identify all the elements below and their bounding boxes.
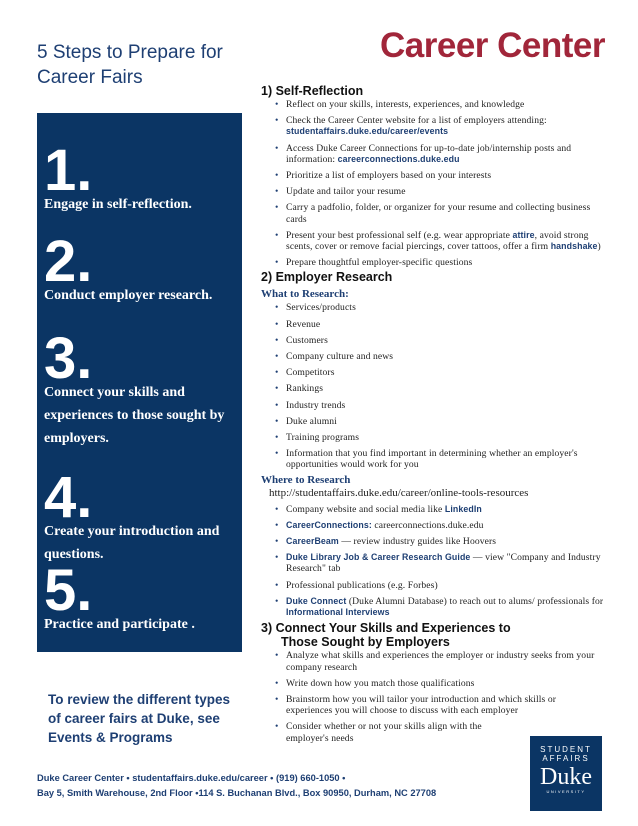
item-text: Professional publications (e.g. Forbes) [286, 579, 438, 591]
list-item [275, 552, 607, 574]
item-text: Prioritize a list of employers based on your interests [286, 170, 492, 182]
online-tools-url[interactable]: http://studentaffairs.duke.edu/career/online-tools-resources [269, 486, 529, 499]
item-text: — review industry guides like Hoovers [341, 536, 497, 548]
footer-line-1: Duke Career Center • studentaffairs.duke.edu/career • (919) 660-1050 • [37, 773, 346, 783]
item-text: (Duke Alumni Database) to reach out to alums/ professionals for [348, 595, 604, 607]
list-item [275, 536, 607, 547]
item-text: ) [597, 241, 601, 253]
library-guide-link[interactable]: Duke Library Job & Career Research Guide [286, 552, 471, 563]
handshake-link[interactable]: handshake [550, 241, 598, 252]
list-item: • Competitors [275, 367, 607, 378]
item-text: Reflect on your skills, interests, experiences, and knowledge [286, 99, 525, 110]
item-text: careerconnections.duke.edu [374, 519, 484, 531]
section-3-heading [261, 621, 607, 649]
step-4 [44, 465, 239, 566]
footer-line-2: Bay 5, Smith Warehouse, 2nd Floor •114 S. Buchanan Blvd., Box 90950, Durham, NC 27708 [37, 788, 437, 798]
step-number: 4. [44, 465, 93, 530]
step-number: 1. [44, 138, 93, 203]
section-3-heading-line-1: 3) Connect Your Skills and Experiences to [261, 621, 511, 636]
self-reflection-list [275, 99, 607, 268]
step-text: Connect your skills and experiences to those sought by employers. [44, 385, 225, 446]
item-text: Prepare thoughtful employer-specific questions [286, 257, 473, 269]
list-item [275, 99, 607, 110]
logo-line-1: STUDENT [540, 745, 592, 754]
item-text: Company website and social media like [286, 503, 443, 515]
connect-skills-list [275, 650, 595, 743]
duke-connect-link[interactable]: Duke Connect [286, 595, 347, 606]
step-text: Engage in self-reflection. [44, 197, 192, 212]
list-item [275, 520, 607, 531]
main-content [261, 84, 607, 749]
step-text: Create your introduction and questions. [44, 524, 220, 562]
section-1-heading: 1) Self-Reflection [261, 84, 364, 98]
step-1 [44, 138, 239, 216]
logo-university: UNIVERSITY [546, 789, 586, 794]
step-text: Conduct employer research. [44, 288, 213, 303]
list-item: • Duke alumni [275, 416, 607, 427]
careerbeam-link[interactable]: CareerBeam [286, 536, 339, 547]
where-to-research-heading: Where to Research [261, 473, 351, 486]
item-text: Update and tailor your resume [286, 186, 406, 198]
list-item [275, 186, 607, 197]
linkedin-link[interactable]: LinkedIn [444, 503, 482, 514]
step-5 [44, 558, 239, 636]
step-number: 3. [44, 326, 93, 391]
step-number: 2. [44, 229, 93, 294]
list-item [275, 257, 607, 268]
events-note: To review the different types of career fairs at Duke, see Events & Programs [48, 692, 231, 745]
section-2-heading: 2) Employer Research [261, 270, 393, 285]
document-title [37, 40, 267, 90]
step-2 [44, 229, 239, 307]
list-item [275, 504, 607, 515]
list-item: • Write down how you match those qualifications [275, 678, 595, 689]
what-to-research-list [275, 302, 607, 470]
list-item: • Analyze what skills and experiences the employer or industry seeks from your company research [275, 650, 595, 672]
list-item: • Brainstorm how you will tailor your introduction and which skills or experiences you will choose to discuss with each employer [275, 694, 595, 716]
step-3 [44, 326, 239, 450]
title-line-2: Career Fairs [37, 67, 143, 88]
list-item: • Industry trends [275, 400, 607, 411]
list-item [275, 115, 607, 137]
list-item: • Information that you find important in determining whether an employer's opportunities would work for you [275, 448, 607, 470]
list-item: • Rankings [275, 383, 607, 394]
step-number: 5. [44, 558, 93, 623]
item-text: Access Duke Career Connections for up-to-date job/internship posts and information: [286, 142, 572, 165]
career-center-brand: Career Center [380, 26, 605, 65]
list-item [275, 202, 607, 224]
steps-panel [37, 113, 242, 652]
footer [37, 771, 436, 801]
list-item [275, 143, 607, 165]
where-to-research-list [275, 504, 607, 619]
item-text: — view "Company and Industry Research" tab [286, 552, 601, 575]
list-item: • Company culture and news [275, 351, 607, 362]
events-link[interactable]: studentaffairs.duke.edu/career/events [286, 126, 449, 137]
item-text: Check the Career Center website for a list of employers attending: [286, 115, 547, 127]
career-connections-link[interactable]: careerconnections.duke.edu [337, 153, 460, 164]
list-item [275, 170, 607, 181]
item-text: , avoid strong scents, cover or remove facial piercings, cover tattoos, offer a firm [286, 229, 589, 253]
item-text: Carry a padfolio, folder, or organizer for your resume and collecting business cards [286, 202, 591, 225]
attire-link[interactable]: attire [512, 229, 535, 240]
section-3-heading-line-2: Those Sought by Employers [281, 635, 450, 650]
list-item: • Revenue [275, 319, 607, 330]
logo-duke: Duke [540, 764, 592, 790]
title-line-1: 5 Steps to Prepare for [37, 42, 223, 63]
logo-line-2: AFFAIRS [542, 754, 590, 763]
list-item: • Customers [275, 335, 607, 346]
step-text: Practice and participate . [44, 617, 195, 632]
list-item [275, 230, 607, 252]
list-item [275, 580, 607, 591]
list-item: • Services/products [275, 302, 607, 313]
list-item [275, 596, 607, 618]
item-text: Present your best professional self (e.g. wear appropriate [286, 229, 510, 241]
informational-interviews-link[interactable]: Informational Interviews [286, 607, 390, 618]
list-item: • Training programs [275, 432, 607, 443]
career-connections-link[interactable]: CareerConnections: [286, 519, 372, 530]
what-to-research-heading: What to Research: [261, 288, 349, 301]
list-item: • Consider whether or not your skills align with the employer's needs [275, 721, 525, 743]
